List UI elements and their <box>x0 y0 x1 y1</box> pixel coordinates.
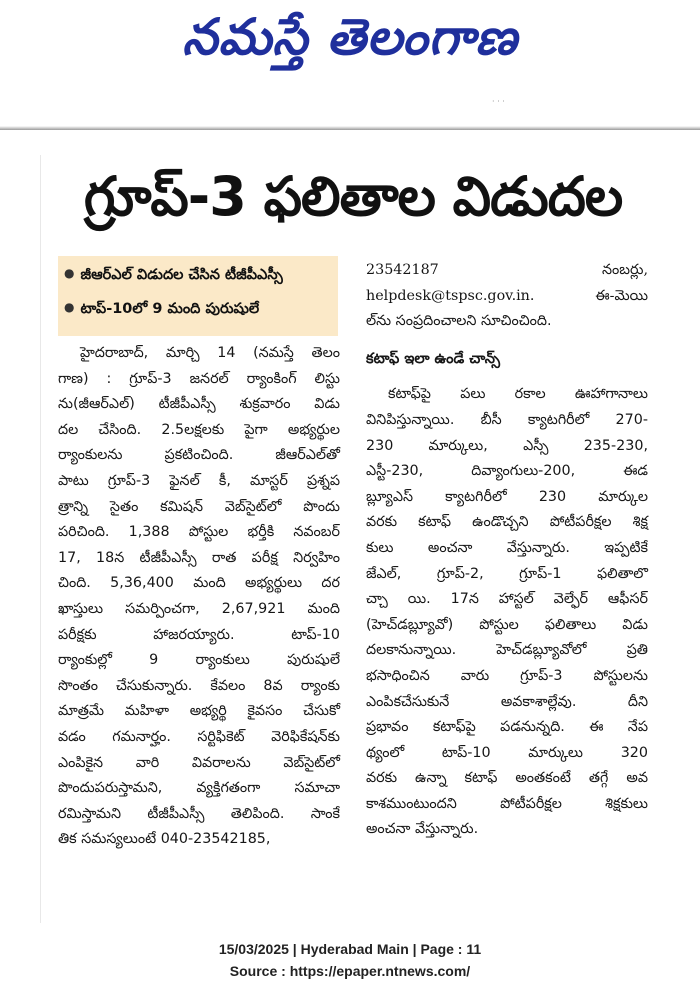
body-line: ల్‌ను సంప్రదించాలని సూచించింది. <box>366 313 552 330</box>
body-line: వడం గమనార్హం. సర్టిఫికెట్ వెరిఫికేషన్‌కు <box>58 728 340 745</box>
newspaper-logo: నమస్తే తెలంగాణ <box>182 8 518 66</box>
body-line: హైదరాబాద్, మార్చి 14 (నమస్తే తెలం <box>80 345 340 361</box>
body-line: కటాఫ్‌పై పలు రకాల ఊహాగానాలు <box>388 386 648 403</box>
body-line: ర్యాంకులను ప్రకటించింది. జీఆర్‌ఎల్‌తో <box>58 447 340 464</box>
body-line: ఎంపికైన వారి వివరాలను వెబ్‌సైట్‌లో <box>58 754 340 771</box>
body-line: రమిస్తామని టీజీపీఎస్సీ తెలిపింది. సాంకే <box>58 805 340 822</box>
source-url: Source : https://epaper.ntnews.com/ <box>229 963 471 979</box>
body-line: కాశముంటుందని పోటీపరీక్షల శిక్షకులు <box>366 795 648 812</box>
body-line: పాటు గ్రూప్-3 ఫైనల్ కీ, మాస్టర్ ప్రశ్నప <box>58 472 340 489</box>
body-line: థ్యంలో టాప్-10 మార్కులు 320 <box>366 744 648 761</box>
body-line: 230 మార్కులు, ఎస్సీ 235-230, <box>366 437 648 454</box>
body-line: ను(జీఆర్‌ఎల్) టీజీపీఎస్సీ శుక్రవారం విడు <box>58 396 340 413</box>
body-line: దల చేసింది. 2.5లక్షలకు పైగా అభ్యర్థుల <box>58 421 340 438</box>
body-line: దలకానున్నాయి. హెచ్‌డబ్ల్యూవోలో ప్రతి <box>366 642 648 659</box>
edition-info: 15/03/2025 | Hyderabad Main | Page : 11 <box>218 941 482 957</box>
article-headline: గ్రూప్-3 ఫలితాల విడుదల <box>83 165 623 228</box>
body-line: చ్చా యి. 17న హాస్టల్ వెల్ఫేర్ ఆఫీసర్ <box>366 591 648 608</box>
article-column-left <box>58 341 340 853</box>
body-line: తిక సమస్యలుంటే 040-23542185, <box>58 831 271 848</box>
body-line: పొందుపరుస్తామని, వ్యక్తిగతంగా సమాచా <box>58 780 340 797</box>
highlights-box <box>58 256 338 336</box>
body-line: ఎస్టీ-230, దివ్యాంగులు-200, ఈడ <box>366 463 648 480</box>
article-column-right <box>366 258 648 843</box>
decorative-dots: · · · <box>492 97 505 106</box>
body-line: గాణ) : గ్రూప్-3 జనరల్ ర్యాంకింగ్ లిస్టు <box>58 370 340 387</box>
body-line: పరీక్షకు హాజరయ్యారు. టాప్-10 <box>58 626 340 643</box>
body-line: ర్యాంకుల్లో 9 ర్యాంకులు పురుషులే <box>58 652 340 669</box>
body-line: 23542187 నంబర్లు, <box>366 262 648 278</box>
body-line: అంచనా వేస్తున్నారు. <box>366 821 479 838</box>
body-line: helpdesk@tspsc.gov.in. ఈ-మెయి <box>366 287 648 304</box>
body-line: బ్ల్యూఎస్ క్యాటగిరీలో 230 మార్కుల <box>366 488 648 505</box>
body-line: జేఎల్, గ్రూప్-2, గ్రూప్-1 ఫలితాలొ <box>366 565 648 582</box>
body-line: ఖాస్తులు సమర్పించగా, 2,67,921 మంది <box>58 600 340 617</box>
body-line: వినిపిస్తున్నాయి. బీసీ క్యాటగిరీలో 270- <box>366 411 648 428</box>
bullet-icon: ● <box>64 266 75 280</box>
body-line: ఎంపికచేసుకునే అవకాశాల్లేవు. దీని <box>366 693 648 710</box>
body-line: వరకు ఉన్నా కటాఫ్ అంతకంటే తగ్గే అవ <box>366 770 648 787</box>
highlight-item: ● జీఆర్‌ఎల్ విడుదల చేసిన టీజీపీఎస్సీ <box>64 266 283 283</box>
body-line: (హెచ్‌డబ్ల్యూవో) పోస్టుల ఫలితాలు విడు <box>366 616 648 633</box>
body-line: ప్రభావం కటాఫ్‌పై పడనున్నది. ఈ నేప <box>366 719 648 736</box>
body-line: మాత్రమే మహిళా అభ్యర్థి కైవసం చేసుకో <box>58 703 340 720</box>
article-body-right <box>366 382 648 843</box>
bullet-icon: ● <box>64 300 75 314</box>
body-line: భసాధించిన వారు గ్రూప్-3 పోస్టులను <box>366 667 648 684</box>
body-line: చింది. 5,36,400 మంది అభ్యర్థులు దర <box>58 575 340 592</box>
highlight-item: ● టాప్-10లో 9 మంది పురుషులే <box>64 300 260 317</box>
body-line: 17, 18న టీజీపీఎస్సీ రాత పరీక్ష నిర్వహిం <box>58 549 340 566</box>
body-line: సొంతం చేసుకున్నారు. కేవలం 8వ ర్యాంకు <box>58 677 340 694</box>
body-line: వరకు కటాఫ్ ఉండొచ్చని పోటీపరీక్షల శిక్ష <box>366 514 648 531</box>
body-line: కులు అంచనా వేస్తున్నారు. ఇప్పటికే <box>366 539 648 556</box>
masthead-divider <box>0 126 700 130</box>
masthead <box>0 0 700 130</box>
body-line: త్రాన్ని సైతం కమిషన్ వెబ్‌సైట్‌లో పొందు <box>58 498 340 515</box>
section-subheading: కటాఫ్ ఇలా ఉండే చాన్స్ <box>366 350 501 367</box>
body-line: పరిచింది. 1,388 పోస్టుల భర్తీకి నవంబర్ <box>58 524 340 541</box>
